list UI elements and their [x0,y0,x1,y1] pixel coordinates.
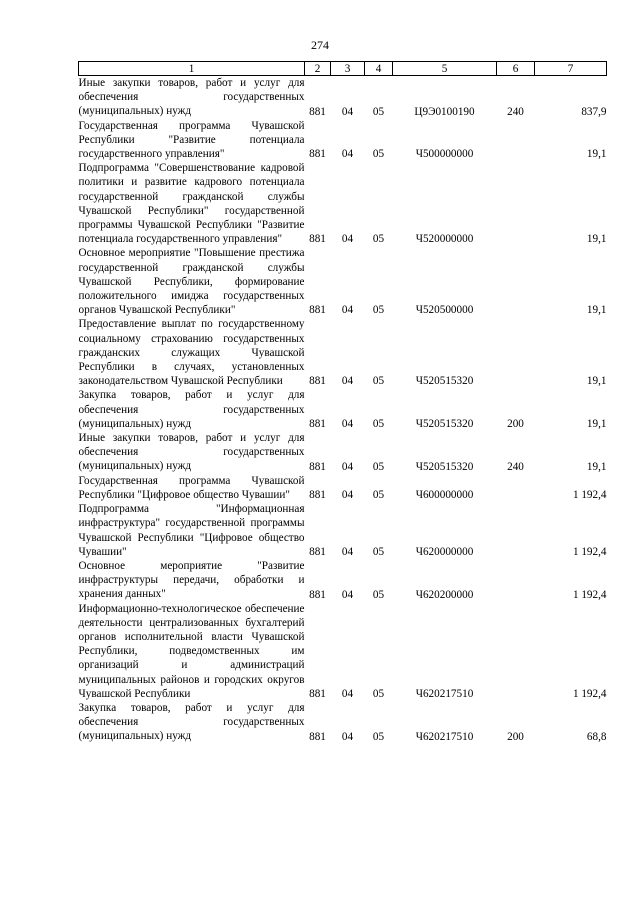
expense-type-code: 200 [507,730,524,743]
target-article-code: Ч500000000 [415,148,474,161]
table-row [79,559,607,602]
column-header-name: 1 [79,62,305,76]
subsection-code: 05 [372,418,385,431]
ministry-code: 881 [309,375,326,388]
section-code: 04 [341,460,354,473]
expense-type-code [497,161,535,246]
row-name: Закупка товаров, работ и услуг для обеспечения государственных (муниципальных) нужд [78,389,305,430]
target-article-code: Ч520000000 [415,233,474,246]
section-code: 04 [341,148,354,161]
column-header-section: 3 [331,62,365,76]
table-row [79,317,607,388]
expense-type-code [497,602,535,701]
column-header-amount: 7 [535,62,607,76]
expense-type-code [497,559,535,602]
subsection-code: 05 [372,233,385,246]
amount: 19,1 [586,418,607,431]
target-article-code: Ч520515320 [415,375,474,388]
ministry-code: 881 [309,418,326,431]
expense-type-code [497,317,535,388]
target-article-code: Ч620217510 [415,687,474,700]
budget-table [78,61,607,744]
expense-type-code: 200 [507,418,524,431]
section-code: 04 [341,304,354,317]
subsection-code: 05 [372,588,385,601]
section-code: 04 [341,687,354,700]
section-code: 04 [341,489,354,502]
subsection-code: 05 [372,489,385,502]
target-article-code: Ч620000000 [415,545,474,558]
amount: 19,1 [586,460,607,473]
table-row [79,76,607,119]
ministry-code: 881 [309,545,326,558]
table-row [79,161,607,246]
ministry-code: 881 [309,304,326,317]
amount: 837,9 [581,105,607,118]
row-name: Информационно-технологическое обеспечение деятельности централизованных бухгалтерий органов исполнительной власти Чувашской Республики, подведомственных им организаций и администраций муниципальных районов и городских округов Чувашской Республики [78,602,305,700]
section-code: 04 [341,105,354,118]
subsection-code: 05 [372,105,385,118]
table-body [79,76,607,744]
column-header-target-article: 5 [393,62,497,76]
table-row [79,119,607,162]
expense-type-code: 240 [507,460,524,473]
row-name: Закупка товаров, работ и услуг для обеспечения государственных (муниципальных) нужд [78,701,305,743]
section-code: 04 [341,418,354,431]
amount: 19,1 [586,375,607,388]
row-name: Подпрограмма "Совершенствование кадровой политики и развитие кадрового потенциала государственной гражданской службы Чувашской Республики" государственной программы Чувашской Республики "Развитие потенциала государственного управления" [78,162,305,246]
amount: 19,1 [586,233,607,246]
section-code: 04 [341,730,354,743]
table-row [79,502,607,559]
ministry-code: 881 [309,687,326,700]
target-article-code: Ч620200000 [415,588,474,601]
amount: 19,1 [586,148,607,161]
page-number: 274 [311,38,329,52]
section-code: 04 [341,588,354,601]
table-row [79,388,607,431]
ministry-code: 881 [309,105,326,118]
amount: 1 192,4 [572,687,607,700]
subsection-code: 05 [372,730,385,743]
expense-type-code [497,502,535,559]
ministry-code: 881 [309,489,326,502]
row-name: Основное мероприятие "Развитие инфраструктуры передачи, обработки и хранения данных" [78,559,305,601]
column-header-subsection: 4 [365,62,393,76]
subsection-code: 05 [372,545,385,558]
row-name: Предоставление выплат по государственному социальному страхованию государственных гражданских служащих Чувашской Республики в случаях, установленных законодательством Чувашской Республики [78,318,305,388]
row-name: Государственная программа Чувашской Республики "Развитие потенциала государственного управления" [78,119,305,161]
subsection-code: 05 [372,148,385,161]
row-name: Иные закупки товаров, работ и услуг для обеспечения государственных (муниципальных) нужд [78,432,305,473]
amount: 68,8 [586,730,607,743]
row-name: Подпрограмма "Информационная инфраструктура" государственной программы Чувашской Республики "Цифровое общество Чувашии" [78,503,305,558]
ministry-code: 881 [309,730,326,743]
amount: 19,1 [586,304,607,317]
expense-type-code [497,246,535,317]
expense-type-code: 240 [507,105,524,118]
table-row [79,701,607,744]
row-name: Основное мероприятие "Повышение престижа государственной гражданской службы Чувашской Республики, формирование положительного имиджа государственных органов Чувашской Республики" [78,247,305,317]
subsection-code: 05 [372,304,385,317]
ministry-code: 881 [309,148,326,161]
column-header-ministry: 2 [305,62,331,76]
section-code: 04 [341,545,354,558]
ministry-code: 881 [309,460,326,473]
subsection-code: 05 [372,375,385,388]
target-article-code: Ч520515320 [415,460,474,473]
target-article-code: Ч600000000 [415,489,474,502]
section-code: 04 [341,375,354,388]
amount: 1 192,4 [572,545,607,558]
target-article-code: Ц9Э0100190 [414,105,475,118]
column-header-expense-type: 6 [497,62,535,76]
target-article-code: Ч520515320 [415,418,474,431]
table-row [79,602,607,701]
expense-type-code [497,474,535,502]
expense-type-code [497,119,535,162]
table-header-row [79,62,607,76]
amount: 1 192,4 [572,489,607,502]
table-row [79,431,607,474]
table-row [79,474,607,502]
amount: 1 192,4 [572,588,607,601]
section-code: 04 [341,233,354,246]
ministry-code: 881 [309,233,326,246]
subsection-code: 05 [372,687,385,700]
table-row [79,246,607,317]
ministry-code: 881 [309,588,326,601]
target-article-code: Ч520500000 [415,304,474,317]
subsection-code: 05 [372,460,385,473]
row-name: Иные закупки товаров, работ и услуг для обеспечения государственных (муниципальных) нужд [78,77,305,118]
target-article-code: Ч620217510 [415,730,474,743]
row-name: Государственная программа Чувашской Республики "Цифровое общество Чувашии" [78,474,305,501]
